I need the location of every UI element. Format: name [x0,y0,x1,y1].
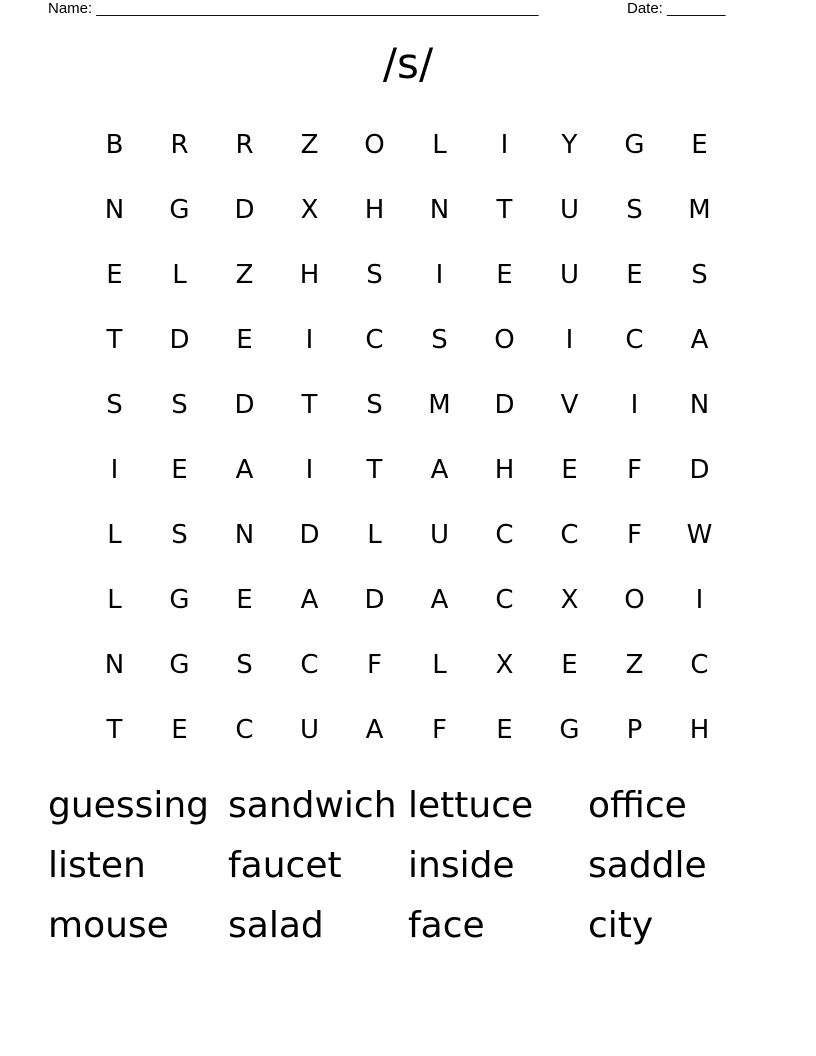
grid-letter: D [299,519,320,550]
grid-letter: E [561,454,578,485]
grid-letter: H [299,259,320,290]
grid-letter: S [366,259,383,290]
grid-letter: F [367,649,382,680]
grid-letter: S [106,389,123,420]
grid-letter: A [300,584,319,615]
grid-letter: R [235,129,254,160]
grid-letter: A [235,454,254,485]
grid-letter: D [494,389,515,420]
worksheet-header [0,0,816,20]
grid-letter: L [107,584,122,615]
grid-letter: D [364,584,385,615]
grid-letter: L [172,259,187,290]
grid-letter: S [366,389,383,420]
grid-letter: W [686,519,713,550]
grid-letter: C [365,324,384,355]
word-bank-item: salad [228,905,324,946]
grid-letter: F [627,454,642,485]
grid-letter: H [364,194,385,225]
grid-letter: F [432,714,447,745]
grid-letter: E [496,259,513,290]
grid-letter: H [689,714,710,745]
grid-letter: S [171,519,188,550]
grid-letter: T [106,714,123,745]
grid-letter: E [626,259,643,290]
word-bank-item: city [588,905,654,946]
word-bank-item: lettuce [408,785,534,826]
grid-letter: S [431,324,448,355]
grid-letter: A [365,714,384,745]
grid-letter: Z [625,649,644,680]
grid-letter: V [560,389,579,420]
grid-letter: E [171,454,188,485]
grid-letter: G [169,649,190,680]
grid-letter: T [496,194,513,225]
grid-letter: U [559,259,580,290]
word-search-grid [82,112,732,762]
grid-letter: C [300,649,319,680]
grid-letter: C [560,519,579,550]
grid-letter: D [234,194,255,225]
grid-letter: C [235,714,254,745]
word-bank-item: saddle [588,845,707,886]
grid-letter: E [561,649,578,680]
grid-letter: A [430,584,449,615]
grid-letter: X [300,194,319,225]
word-bank-item: office [588,785,687,826]
grid-letter: E [236,324,253,355]
grid-letter: I [630,389,639,420]
grid-letter: Z [300,129,319,160]
grid-letter: P [626,714,643,745]
grid-letter: E [691,129,708,160]
grid-letter: B [105,129,124,160]
grid-letter: A [690,324,709,355]
grid-letter: I [565,324,574,355]
grid-letter: D [169,324,190,355]
grid-letter: X [560,584,579,615]
grid-letter: T [366,454,383,485]
word-bank-item: inside [408,845,515,886]
grid-letter: G [559,714,580,745]
grid-letter: L [432,649,447,680]
grid-letter: G [169,194,190,225]
grid-letter: O [364,129,385,160]
grid-letter: T [301,389,318,420]
grid-letter: R [170,129,189,160]
grid-letter: C [495,519,514,550]
grid-letter: L [107,519,122,550]
grid-letter: E [171,714,188,745]
page-title: /s/ [382,39,434,88]
grid-letter: I [110,454,119,485]
word-bank [48,780,768,960]
grid-letter: N [234,519,255,550]
grid-letter: S [626,194,643,225]
grid-letter: U [429,519,450,550]
grid-letter: O [494,324,515,355]
grid-letter: N [429,194,450,225]
grid-letter: Z [235,259,254,290]
grid-letter: Y [561,129,578,160]
grid-letter: M [428,389,451,420]
word-bank-item: faucet [228,845,342,886]
grid-letter: N [104,194,125,225]
grid-letter: E [236,584,253,615]
grid-letter: O [624,584,645,615]
grid-letter: U [299,714,320,745]
grid-letter: I [500,129,509,160]
grid-letter: C [690,649,709,680]
grid-letter: I [305,324,314,355]
date-line: Date: _______ [627,0,726,17]
grid-letter: S [171,389,188,420]
grid-letter: C [495,584,514,615]
grid-letter: T [106,324,123,355]
grid-letter: L [367,519,382,550]
grid-letter: N [104,649,125,680]
grid-letter: S [236,649,253,680]
name-line: Name: _____________________________________________________ [48,0,539,17]
grid-letter: M [688,194,711,225]
word-bank-item: face [408,905,485,946]
grid-letter: C [625,324,644,355]
grid-letter: H [494,454,515,485]
grid-letter: U [559,194,580,225]
word-bank-item: sandwich [228,785,397,826]
grid-letter: D [689,454,710,485]
word-bank-item: listen [48,845,146,886]
grid-letter: I [305,454,314,485]
grid-letter: E [106,259,123,290]
grid-letter: S [691,259,708,290]
grid-letter: G [169,584,190,615]
grid-letter: I [435,259,444,290]
grid-letter: F [627,519,642,550]
grid-letter: G [624,129,645,160]
word-bank-item: mouse [48,905,169,946]
grid-letter: E [496,714,513,745]
grid-letter: X [495,649,514,680]
grid-letter: I [695,584,704,615]
grid-letter: A [430,454,449,485]
grid-letter: N [689,389,710,420]
grid-letter: D [234,389,255,420]
word-bank-item: guessing [48,785,209,826]
grid-letter: L [432,129,447,160]
